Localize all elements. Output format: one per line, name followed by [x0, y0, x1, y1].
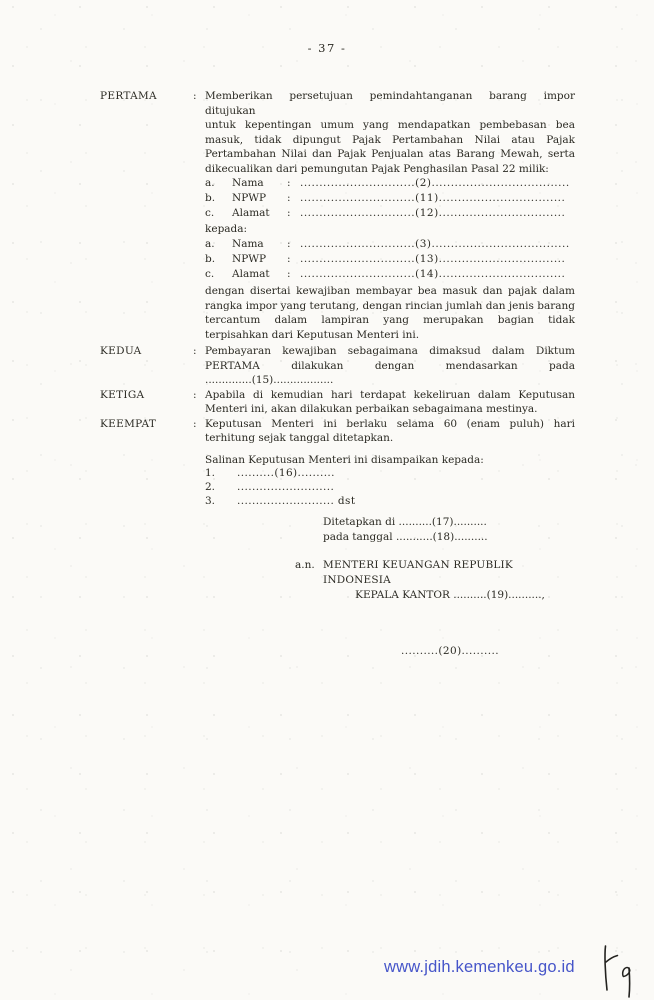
- field-row-recipient-npwp: [205, 252, 575, 267]
- copies-item-number: 1.: [205, 467, 216, 480]
- kepada-label: kepada:: [205, 222, 248, 235]
- field-value: ..............................(14).................................: [300, 268, 566, 281]
- diktum-text: [205, 388, 575, 417]
- field-colon: :: [287, 237, 291, 250]
- signature-signer-placeholder: ..........(20)..........: [401, 645, 499, 657]
- field-item: a.: [205, 177, 215, 189]
- signature-date: pada tanggal ...........(18)..........: [323, 531, 488, 543]
- paragraph-line: terpisahkan dari Keputusan Menteri ini.: [205, 328, 420, 341]
- decree-body: [100, 89, 575, 509]
- field-colon: :: [287, 253, 291, 266]
- diktum-label: KEEMPAT: [100, 417, 157, 430]
- field-label: Alamat: [232, 268, 270, 281]
- diktum-ketiga: [100, 388, 575, 417]
- copies-item: [205, 467, 575, 481]
- field-row-giver-nama: [205, 176, 575, 191]
- field-label: Alamat: [232, 207, 270, 220]
- copies-item-text: ..........(16)..........: [237, 467, 335, 480]
- field-colon: :: [287, 192, 291, 205]
- paragraph-line: dikecualikan dari pemungutan Pajak Penghasilan Pasal 22 milik:: [205, 162, 549, 175]
- field-value: ..............................(13).................................: [300, 253, 566, 266]
- diktum-text: [205, 417, 575, 446]
- copies-item: [205, 495, 575, 509]
- paragraph-line: rangka impor yang terutang, dengan rincian jumlah dan jenis barang: [205, 299, 575, 312]
- field-label: NPWP: [232, 192, 267, 205]
- field-label: NPWP: [232, 253, 267, 266]
- field-value: ..............................(11).................................: [300, 192, 566, 205]
- paragraph-line: PERTAMA dilakukan dengan mendasarkan pada: [205, 359, 575, 372]
- field-colon: :: [287, 207, 291, 220]
- copies-block: [100, 453, 575, 509]
- paragraph-line: dengan disertai kewajiban membayar bea masuk dan pajak dalam: [205, 285, 575, 298]
- field-item: b.: [205, 192, 216, 205]
- paragraph-line: Apabila di kemudian hari terdapat kekeliruan dalam Keputusan: [205, 388, 575, 401]
- field-row-recipient-alamat: [205, 267, 575, 282]
- signature-place: Ditetapkan di ..........(17)..........: [323, 516, 487, 528]
- copies-item-text: ..........................: [237, 481, 335, 494]
- signature-authority: MENTERI KEUANGAN REPUBLIK INDONESIA: [323, 559, 513, 586]
- paragraph-line: untuk kepentingan umum yang mendapatkan pembebasan bea: [205, 119, 575, 131]
- page-number: - 37 -: [307, 41, 347, 55]
- diktum-pertama: [100, 89, 575, 342]
- diktum-kedua: [100, 344, 575, 388]
- diktum-colon: :: [193, 388, 197, 401]
- jdih-kemenkeu-url: www.jdih.kemenkeu.go.id: [384, 958, 575, 976]
- paragraph-line: Pembayaran kewajiban sebagaimana dimaksud dalam Diktum: [205, 345, 575, 358]
- paragraph-line: Menteri ini, akan dilakukan perbaikan sebagaimana mestinya.: [205, 403, 538, 416]
- copies-title: Salinan Keputusan Menteri ini disampaikan kepada:: [205, 453, 484, 466]
- field-row-recipient-nama: [205, 237, 575, 252]
- diktum-label: PERTAMA: [100, 90, 157, 102]
- diktum-colon: :: [193, 90, 197, 102]
- paragraph-line: Pertambahan Nilai dan Pajak Penjualan atas Barang Mewah, serta: [205, 148, 575, 160]
- signature-an: a.n.: [295, 559, 315, 571]
- copies-item-text: .......................... dst: [237, 495, 356, 508]
- signature-office: KEPALA KANTOR ..........(19)..........,: [355, 589, 545, 601]
- field-colon: :: [287, 177, 291, 189]
- paragraph-line: tercantum dalam lampiran yang merupakan bagian tidak: [205, 314, 575, 327]
- copies-item-number: 2.: [205, 481, 216, 494]
- field-row-giver-npwp: [205, 191, 575, 206]
- signature-block: [295, 515, 577, 659]
- paragraph-line: terhitung sejak tanggal ditetapkan.: [205, 432, 394, 445]
- diktum-colon: :: [193, 417, 197, 430]
- diktum-text: [205, 89, 575, 342]
- field-item: a.: [205, 237, 215, 250]
- copies-item-number: 3.: [205, 495, 216, 508]
- field-value: ..............................(12).................................: [300, 207, 566, 220]
- field-label: Nama: [232, 177, 264, 189]
- diktum-keempat: [100, 417, 575, 446]
- copies-item: [205, 481, 575, 495]
- signature-authority-row: [295, 558, 577, 588]
- field-colon: :: [287, 268, 291, 281]
- field-item: c.: [205, 268, 215, 281]
- paragraph-line: masuk, tidak dipungut Pajak Pertambahan Nilai atau Pajak: [205, 133, 575, 146]
- diktum-label: KEDUA: [100, 345, 142, 358]
- paragraph-line: Keputusan Menteri ini berlaku selama 60 (enam puluh) hari: [205, 417, 575, 430]
- diktum-colon: :: [193, 345, 197, 358]
- field-label: Nama: [232, 237, 264, 250]
- diktum-text: [205, 344, 575, 388]
- field-row-giver-alamat: [205, 206, 575, 221]
- paragraph-line: Memberikan persetujuan pemindahtanganan barang impor ditujukan: [205, 90, 575, 117]
- field-item: c.: [205, 207, 215, 220]
- paragraph-line: ..............(15)..................: [205, 374, 334, 387]
- handwritten-marks: [592, 942, 640, 1000]
- diktum-label: KETIGA: [100, 388, 145, 401]
- field-item: b.: [205, 253, 216, 266]
- field-value: ..............................(2)....................................: [300, 177, 570, 189]
- field-value: ..............................(3)....................................: [300, 237, 570, 250]
